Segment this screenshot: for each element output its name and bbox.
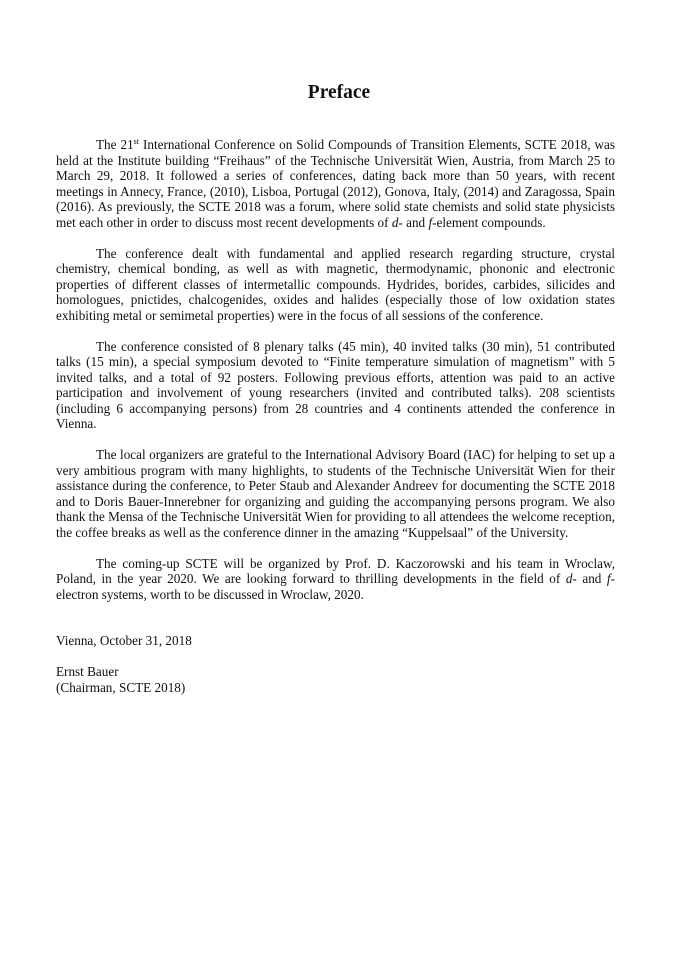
text: International Conference on Solid Compounds of Transition Elements, SCTE 2018, was held at the Institute building “Freihaus” of the Technische Universität Wien, Austria, from March 25 to March 29, 2018. It followed a series of conferences, dating back more than 50 years, with recent meetings in Annecy, France, (2010), Lisboa, Portugal (2012), Gonova, Italy, (2014) and Zaragossa, Spain (2016). As previously, the SCTE 2018 was a forum, where solid state chemists and solid state physicists met each other in order to discuss most recent developments of bbox=[56, 137, 615, 230]
text: The coming-up SCTE will be organized by Prof. D. Kaczorowski and his team in Wroclaw, Poland, in the year 2020. We are looking forward to thrilling developments in the field of bbox=[56, 555, 615, 586]
italic-text: d bbox=[391, 214, 399, 230]
italic-text: d bbox=[565, 571, 573, 586]
italic-text: f bbox=[428, 214, 433, 230]
text: The 21 bbox=[96, 137, 134, 152]
document-body bbox=[56, 137, 615, 711]
text: -electron systems, worth to be discussed in Wroclaw, 2020. bbox=[56, 571, 615, 602]
paragraph-next-conference bbox=[56, 556, 615, 603]
paragraph-program: The conference consisted of 8 plenary talks (45 min), 40 invited talks (30 min), 51 contributed talks (15 min), a special symposium devoted to “Finite temperature simulation of magnetism” with 5 invited talks, and a total of 92 posters. Following previous efforts, attention was paid to an active participation and involvement of young researchers (invited and contributed talks). 208 scientists (including 6 accompanying persons) from 28 countries and 4 continents attended the conference in Vienna. bbox=[56, 338, 615, 431]
italic-text: f bbox=[606, 571, 611, 586]
signature-name: Ernst Bauer bbox=[56, 664, 119, 679]
page-title: Preface bbox=[307, 82, 371, 103]
text: - and bbox=[398, 214, 429, 230]
text: - and bbox=[572, 571, 607, 586]
text: -element compounds. bbox=[432, 214, 546, 230]
superscript: st bbox=[133, 137, 140, 146]
place-date: Vienna, October 31, 2018 bbox=[56, 633, 192, 648]
paragraph-acknowledgements: The local organizers are grateful to the International Advisory Board (IAC) for helping to set up a very ambitious program with many highlights, to students of the Technische Universität Wien for their assistance during the conference, to Peter Staub and Alexander Andreev for documenting the SCTE 2018 and to Doris Bauer-Innerebner for organizing and guiding the accompanying persons program. We also thank the Mensa of the Technische Universität Wien for providing to all attendees the welcome reception, the coffee breaks as well as the conference dinner in the amazing “Kuppelsaal” of the University. bbox=[56, 447, 615, 540]
signature-role: (Chairman, SCTE 2018) bbox=[56, 679, 186, 695]
paragraph-topics: The conference dealt with fundamental and applied research regarding structure, crystal chemistry, chemical bonding, as well as with magnetic, thermodynamic, phononic and electronic properties of different classes of intermetallic compounds. Hydrides, borides, carbides, silicides and homologues, pnictides, chalcogenides, oxides and halides (especially those of low oxidation states exhibiting metal or semimetal properties) were in the focus of all sessions of the conference. bbox=[56, 245, 615, 323]
paragraph-intro bbox=[56, 137, 615, 230]
